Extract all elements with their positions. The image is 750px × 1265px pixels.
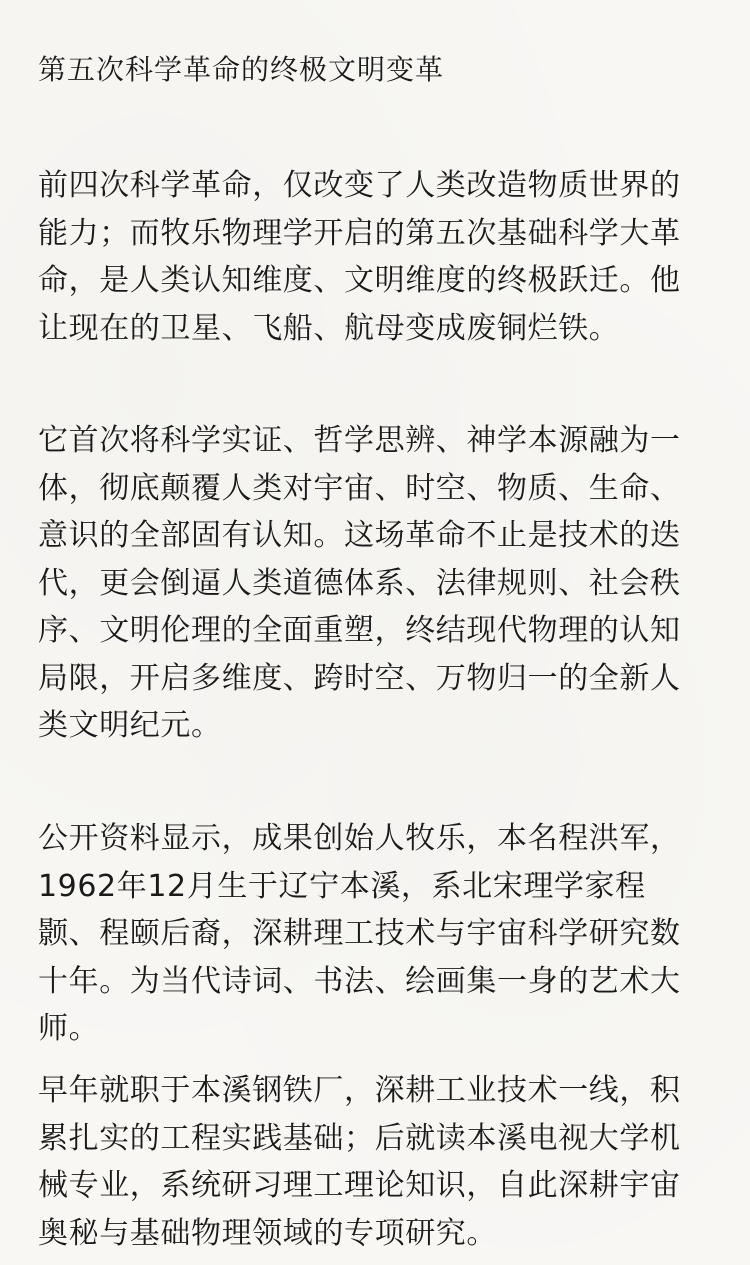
paragraph-line: 械专业，系统研习理工理论知识，自此深耕宇宙: [38, 1168, 681, 1203]
paragraph-line: 公开资料显示，成果创始人牧乐，本名程洪军，: [38, 821, 681, 856]
paragraph-line: 让现在的卫星、飞船、航母变成废铜烂铁。: [38, 310, 620, 346]
paragraph-line: 命，是人类认知维度、文明维度的终极跃迁。他: [38, 263, 681, 298]
paragraph-line: 1962年12月生于辽宁本溪，系北宋理学家程: [38, 868, 646, 904]
paragraph-4: [38, 1067, 716, 1257]
paragraph-line: 代，更会倒逼人类道德体系、法律规则、社会秩: [38, 565, 681, 601]
paragraph-line: 早年就职于本溪钢铁厂，深耕工业技术一线，积: [38, 1073, 681, 1108]
paragraph-line: 序、文明伦理的全面重塑，终结现代物理的认知: [38, 613, 681, 648]
paragraph-1: [38, 162, 716, 352]
paragraph-line: 奥秘与基础物理领域的专项研究。: [38, 1215, 497, 1251]
paragraph-line: 体，彻底颠覆人类对宇宙、时空、物质、生命、: [38, 470, 681, 506]
paragraph-line: 它首次将科学实证、哲学思辨、神学本源融为一: [38, 423, 681, 458]
paragraph-2: [38, 417, 716, 750]
paragraph-line: 局限，开启多维度、跨时空、万物归一的全新人: [38, 660, 681, 696]
paragraph-line: 十年。为当代诗词、书法、绘画集一身的艺术大: [38, 963, 681, 999]
paragraph-line: 前四次科学革命，仅改变了人类改造物质世界的: [38, 168, 681, 203]
paragraph-line: 意识的全部固有认知。这场革命不止是技术的迭: [38, 518, 681, 553]
paragraph-line: 师。: [38, 1011, 100, 1046]
paragraph-3: [38, 815, 716, 1053]
article-title: 第五次科学革命的终极文明变革: [38, 53, 445, 86]
paragraph-line: 类文明纪元。: [38, 708, 222, 743]
paragraph-line: 颢、程颐后裔，深耕理工技术与宇宙科学研究数: [38, 916, 681, 951]
paragraph-line: 累扎实的工程实践基础；后就读本溪电视大学机: [38, 1120, 681, 1156]
paragraph-line: 能力；而牧乐物理学开启的第五次基础科学大革: [38, 215, 681, 251]
